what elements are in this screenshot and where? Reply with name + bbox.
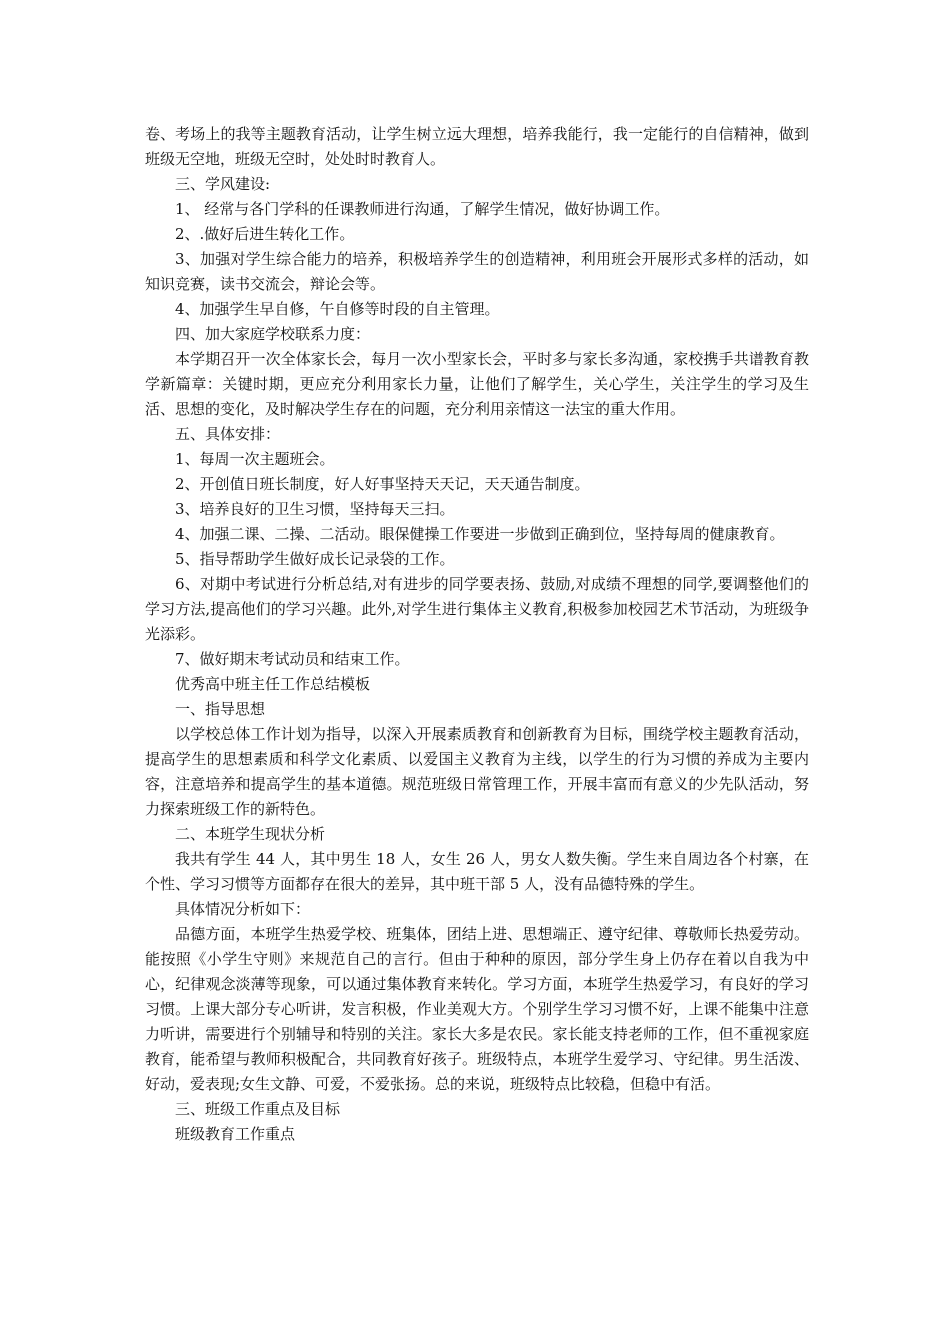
paragraph: 1、每周一次主题班会。 (175, 450, 335, 468)
paragraph: 品德方面，本班学生热爱学校、班集体，团结上进、思想端正、遵守纪律、尊敬师长热爱劳动。能按照《小学生守则》来规范自己的言行。但由于种种的原因，部分学生身上仍存在着以自我为中心，纪律观念淡薄等现象，可以通过集体教育来转化。学习方面，本班学生热爱学习，有良好的学习习惯。上课大部分专心听讲，发言积极，作业美观大方。个别学生学习习惯不好，上课不能集中注意力听讲，需要进行个别辅导和特别的关注。家长大多是农民。家长能支持老师的工作，但不重视家庭教育，能希望与教师积极配合，共同教育好孩子。班级特点，本班学生爱学习、守纪律。男生活泼、好动，爱表现;女生文静、可爱，不爱张扬。总的来说，班级特点比较稳，但稳中有活。 (145, 925, 809, 1093)
paragraph: 6、对期中考试进行分析总结,对有进步的同学要表扬、鼓励,对成绩不理想的同学,要调整他们的学习方法,提高他们的学习兴趣。此外,对学生进行集体主义教育,积极参加校园艺术节活动，为班级争光添彩。 (145, 575, 809, 643)
paragraph: 4、加强学生早自修，午自修等时段的自主管理。 (175, 300, 500, 318)
paragraph: 四、加大家庭学校联系力度： (175, 325, 371, 343)
paragraph: 班级教育工作重点 (175, 1125, 296, 1143)
paragraph: 我共有学生 44 人，其中男生 18 人，女生 26 人，男女人数失衡。学生来自周边各个村寨，在个性、学习习惯等方面都存在很大的差异，其中班干部 5 人，没有品德特殊的学生。 (145, 850, 809, 893)
paragraph: 一、指导思想 (175, 700, 266, 718)
paragraph: 3、培养良好的卫生习惯，坚持每天三扫。 (175, 500, 455, 518)
paragraph: 以学校总体工作计划为指导，以深入开展素质教育和创新教育为目标，围绕学校主题教育活动，提高学生的思想素质和科学文化素质、以爱国主义教育为主线，以学生的行为习惯的养成为主要内容，注意培养和提高学生的基本道德。规范班级日常管理工作，开展丰富而有意义的少先队活动，努力探索班级工作的新特色。 (145, 725, 809, 818)
paragraph: 4、加强二课、二操、二活动。眼保健操工作要进一步做到正确到位，坚持每周的健康教育。 (175, 525, 785, 543)
paragraph: 3、加强对学生综合能力的培养，积极培养学生的创造精神，利用班会开展形式多样的活动，如知识竞赛，读书交流会，辩论会等。 (145, 250, 809, 293)
paragraph: 5、指导帮助学生做好成长记录袋的工作。 (175, 550, 455, 568)
paragraph: 2、.做好后进生转化工作。 (175, 225, 355, 243)
paragraph: 五、具体安排： (175, 425, 281, 443)
paragraph: 优秀高中班主任工作总结模板 (175, 675, 371, 693)
paragraph: 具体情况分析如下： (175, 900, 311, 918)
paragraph: 本学期召开一次全体家长会，每月一次小型家长会，平时多与家长多沟通，家校携手共谱教育教学新篇章：关键时期，更应充分利用家长力量，让他们了解学生，关心学生，关注学生的学习及生活、思想的变化，及时解决学生存在的问题，充分利用亲情这一法宝的重大作用。 (145, 350, 809, 418)
paragraph: 二、本班学生现状分析 (175, 825, 326, 843)
paragraph: 2、开创值日班长制度，好人好事坚持天天记，天天通告制度。 (175, 475, 590, 493)
paragraph: 三、班级工作重点及目标 (175, 1100, 341, 1118)
document-body (145, 122, 809, 1147)
paragraph: 三、学风建设: (175, 175, 271, 193)
paragraph: 7、做好期末考试动员和结束工作。 (175, 650, 410, 668)
paragraph: 1、 经常与各门学科的任课教师进行沟通，了解学生情况，做好协调工作。 (175, 200, 670, 218)
paragraph: 卷、考场上的我等主题教育活动，让学生树立远大理想，培养我能行，我一定能行的自信精神，做到班级无空地，班级无空时，处处时时教育人。 (145, 125, 809, 168)
